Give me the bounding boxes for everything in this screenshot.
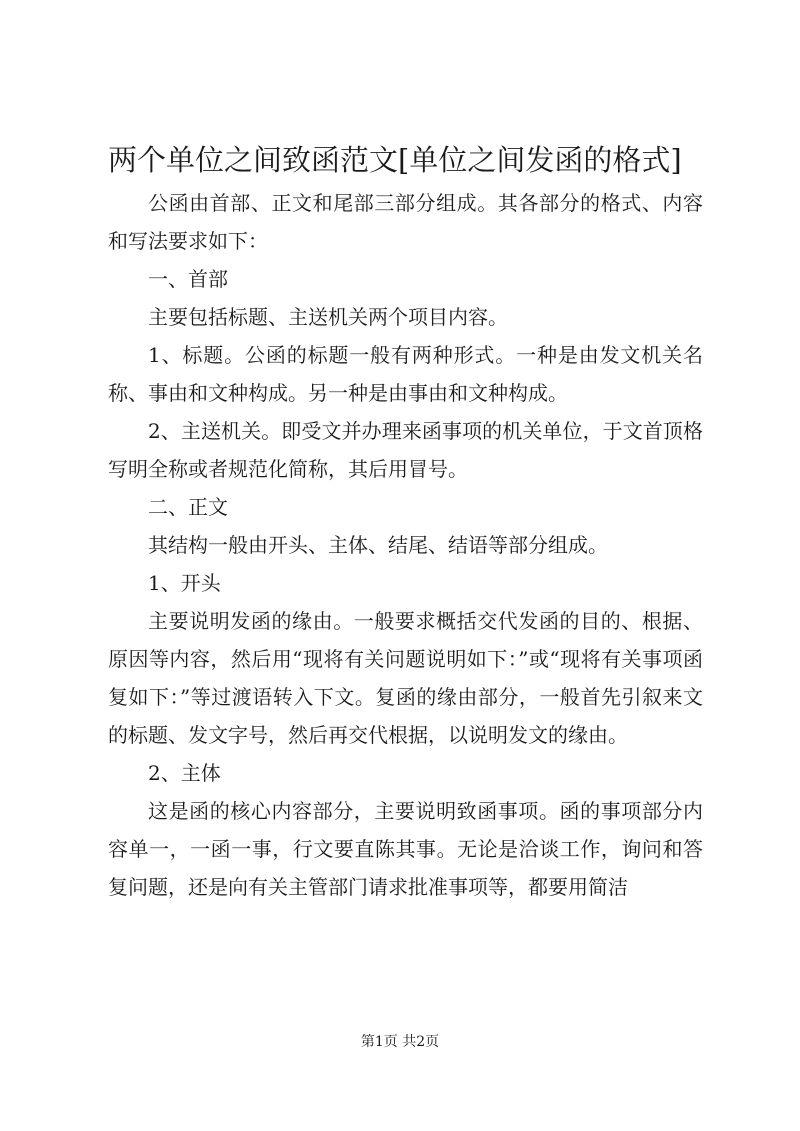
subheading-opening: 1、开头 bbox=[148, 571, 221, 595]
document-title: 两个单位之间致函范文[单位之间发函的格式] bbox=[108, 143, 682, 177]
paragraph-header-summary: 主要包括标题、主送机关两个项目内容。 bbox=[148, 305, 508, 329]
section-heading-main-text: 二、正文 bbox=[148, 495, 228, 519]
paragraph-main-structure: 其结构一般由开头、主体、结尾、结语等部分组成。 bbox=[148, 533, 608, 557]
page-number-footer: 第1页 共2页 bbox=[360, 1034, 440, 1050]
subheading-body: 2、主体 bbox=[148, 761, 221, 785]
paragraph-title-item: 1、标题。公函的标题一般有两种形式。一种是由发文机关名称、事由和文种构成。另一种是由事由和文种构成。 bbox=[108, 343, 703, 405]
paragraph-intro: 公函由首部、正文和尾部三部分组成。其各部分的格式、内容和写法要求如下： bbox=[108, 191, 703, 253]
section-heading-header: 一、首部 bbox=[148, 267, 228, 291]
paragraph-opening: 主要说明发函的缘由。一般要求概括交代发函的目的、根据、原因等内容，然后用“现将有关问题说明如下：”或“现将有关事项函复如下：”等过渡语转入下文。复函的缘由部分，一般首先引叙来文的标题、发文字号，然后再交代根据，以说明发文的缘由。 bbox=[108, 609, 703, 747]
paragraph-recipient-item: 2、主送机关。即受文并办理来函事项的机关单位，于文首顶格写明全称或者规范化简称，其后用冒号。 bbox=[108, 419, 703, 481]
paragraph-body: 这是函的核心内容部分，主要说明致函事项。函的事项部分内容单一，一函一事，行文要直陈其事。无论是洽谈工作，询问和答复问题，还是向有关主管部门请求批准事项等，都要用简洁 bbox=[108, 799, 703, 899]
document-body bbox=[108, 184, 703, 906]
